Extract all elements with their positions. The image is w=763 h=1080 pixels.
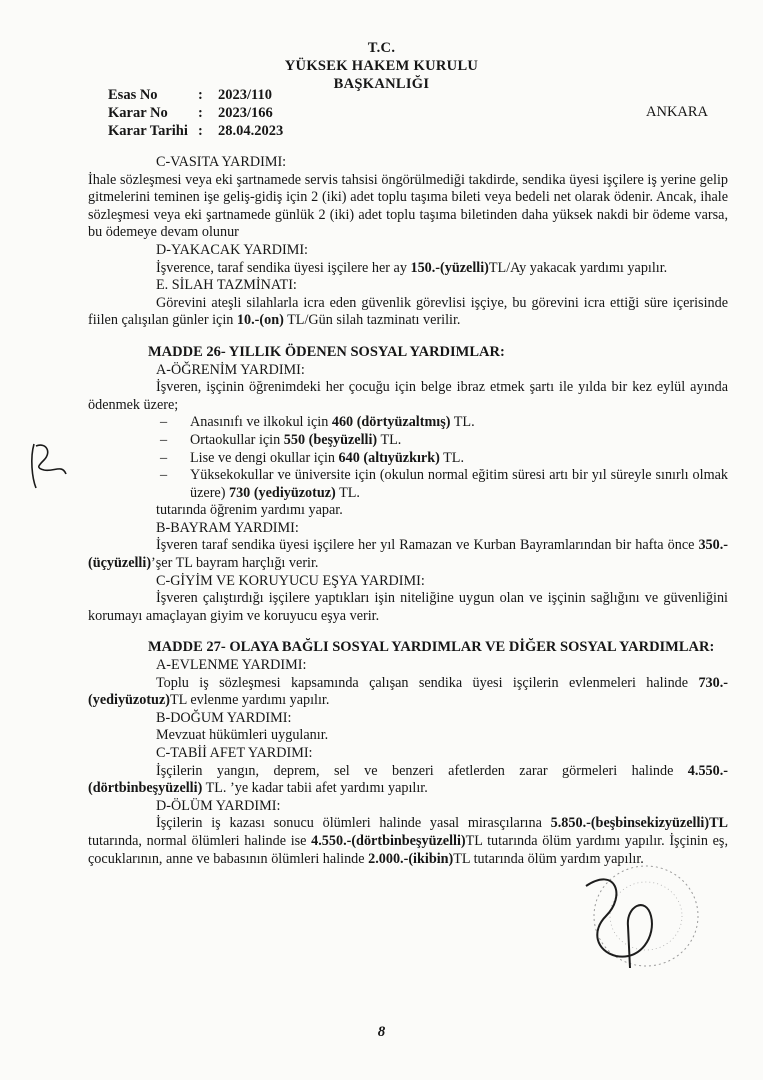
ogrenim-title: A-ÖĞRENİM YARDIMI: xyxy=(156,361,305,378)
amount: 10.-(on) xyxy=(236,312,284,329)
karar-row xyxy=(108,104,283,122)
text-part: İşveren taraf sendika üyesi işçilere her yıl Ramazan ve Kurban Bayramlarından bir hafta önce xyxy=(156,537,699,554)
colon: : xyxy=(198,105,203,121)
afet-title: C-TABİİ AFET YARDIMI: xyxy=(156,745,313,761)
amount: 4.550.-(dörtbinbeşyüzelli) xyxy=(88,762,728,797)
header-tc: T.C. xyxy=(367,40,396,56)
esas-value: 2023/110 xyxy=(218,87,272,103)
dogum-title: B-DOĞUM YARDIMI: xyxy=(156,709,292,726)
text-part: TL evlenme yardımı yapılır. xyxy=(169,692,330,709)
ogrenim-list xyxy=(88,414,728,502)
giyim-title: C-GİYİM VE KORUYUCU EŞYA YARDIMI: xyxy=(156,572,425,589)
amount: 730.-(yediyüzotuz) xyxy=(88,674,728,709)
amount: 640 (altıyüzkırk) xyxy=(338,449,440,466)
tarih-label: Karar Tarihi xyxy=(108,123,188,139)
list-item xyxy=(160,467,728,502)
karar-value: 2023/166 xyxy=(218,105,273,121)
text-part: Toplu iş sözleşmesi kapsamında çalışan sendika üyesi işçilerin evlenmeleri halinde xyxy=(156,674,699,691)
text-part: ’şer TL bayram harçlığı verir. xyxy=(151,555,319,572)
dash-icon: – xyxy=(160,431,168,448)
text-part: Yüksekokullar ve üniversite için (okulun normal eğitim süresi artı bir yıl süreyle sınırlı olmak üzere) xyxy=(190,467,728,501)
text-part: TL/Ay yakacak yardımı yapılır. xyxy=(488,259,668,276)
text-part: İşverence, taraf sendika üyesi işçilere her ay xyxy=(156,259,411,276)
dash-icon: – xyxy=(160,467,168,484)
margin-initial-signature-icon xyxy=(26,438,70,494)
dash-icon: – xyxy=(160,414,168,431)
evlenme-title: A-EVLENME YARDIMI: xyxy=(156,657,307,674)
silah-paragraph xyxy=(88,295,728,330)
silah-title: E. SİLAH TAZMİNATI: xyxy=(156,277,297,294)
vasita-title: C-VASITA YARDIMI: xyxy=(156,154,287,170)
text-part: İşçilerin yangın, deprem, sel ve benzeri afetlerden zarar görmeleri halinde xyxy=(156,762,688,779)
madde27-title: MADDE 27- OLAYA BAĞLI SOSYAL YARDIMLAR VE DİĞER SOSYAL YARDIMLAR: xyxy=(148,639,715,656)
tarih-row xyxy=(108,122,283,140)
amount: 2.000.-(ikibin) xyxy=(368,850,454,867)
text-part: Lise ve dengi okullar için xyxy=(190,449,339,466)
afet-paragraph xyxy=(88,763,728,798)
evlenme-paragraph xyxy=(88,675,728,710)
text-part: Anasınıfı ve ilkokul için xyxy=(190,414,332,431)
text-part: TL. ’ye kadar tabii afet yardımı yapılır. xyxy=(202,780,428,797)
ogrenim-end: tutarında öğrenim yardımı yapar. xyxy=(156,502,343,519)
colon: : xyxy=(198,123,203,139)
tarih-value: 28.04.2023 xyxy=(218,123,284,139)
amount: 5.850.-(beşbinsekizyüzelli)TL xyxy=(550,815,728,832)
page-number: 8 xyxy=(377,1024,386,1040)
text-part: TL/Gün silah tazminatı verilir. xyxy=(283,312,461,329)
text-part: İşçilerin iş kazası sonucu ölümleri halinde yasal mirasçılarına xyxy=(156,815,551,832)
text-part: TL. xyxy=(377,431,402,448)
case-meta xyxy=(108,86,283,140)
esas-row xyxy=(108,86,283,104)
colon: : xyxy=(198,87,203,103)
vasita-paragraph: İhale sözleşmesi veya eki şartnamede servis tahsisi öngörülmediği takdirde, sendika üyesi işçilere iş yerine gelip gitmelerini teminen işe geliş-gidiş için 2 (iki) adet toplu taşıma bileti veya bedeli net olarak ödenir. Ancak, ihale sözleşmesi veya eki şartnamede günlük 2 (iki) adet toplu taşıma biletinden daha yüksek nakdi bir ödeme varsa, bu ödemeye devam olunur xyxy=(88,171,728,241)
olum-title: D-ÖLÜM YARDIMI: xyxy=(156,797,281,814)
yakacak-title: D-YAKACAK YARDIMI: xyxy=(156,241,308,258)
amount: 460 (dörtyüzaltmış) xyxy=(331,414,451,431)
giyim-paragraph: İşveren çalıştırdığı işçilere yaptıkları işin niteliğine uygun olan ve işçinin sağlığını ve güvenliğini korumayı amaçlayan giyim ve koruyucu eşya verir. xyxy=(88,590,728,624)
esas-label: Esas No xyxy=(108,87,158,103)
ogrenim-paragraph: İşveren, işçinin öğrenimdeki her çocuğu için belge ibraz etmek şartı ile yılda bir kez eylül ayında ödenmek üzere; xyxy=(88,379,728,413)
yakacak-paragraph xyxy=(88,260,728,278)
text-part: TL tutarında ölüm yardımı yapılır. İşçinin eş, çocuklarının, anne ve babasının ölümleri halinde xyxy=(88,832,728,867)
madde26-title: MADDE 26- YILLIK ÖDENEN SOSYAL YARDIMLAR: xyxy=(148,343,505,360)
document-body xyxy=(88,154,728,868)
text-part: TL. xyxy=(450,414,475,431)
header-presidency: BAŞKANLIĞI xyxy=(333,76,430,92)
stamp-and-signature-icon xyxy=(556,856,706,976)
karar-label: Karar No xyxy=(108,105,168,121)
amount: 4.550.-(dörtbinbeşyüzelli) xyxy=(311,832,466,849)
amount: 550 (beşyüzelli) xyxy=(283,431,378,448)
bayram-paragraph xyxy=(88,537,728,572)
text-part: TL tutarında ölüm yardım yapılır. xyxy=(453,850,644,867)
header-institution: YÜKSEK HAKEM KURULU xyxy=(284,58,479,74)
bayram-title: B-BAYRAM YARDIMI: xyxy=(156,519,299,536)
dogum-paragraph: Mevzuat hükümleri uygulanır. xyxy=(156,727,329,744)
list-item xyxy=(160,414,728,432)
text-part: Görevini ateşli silahlarla icra eden güvenlik görevlisi işçiye, bu görevini icra ettiği süre içerisinde fiilen çalışılan günler için xyxy=(88,294,728,329)
amount: 350.-(üçyüzelli) xyxy=(88,537,728,572)
city: ANKARA xyxy=(646,104,709,120)
amount: 150.-(yüzelli) xyxy=(410,259,489,276)
list-item xyxy=(160,431,728,450)
text-part: TL. xyxy=(335,484,360,501)
text-part: Ortaokullar için xyxy=(190,431,284,448)
list-item xyxy=(160,449,728,468)
text-part: tutarında, normal ölümleri halinde ise xyxy=(88,832,312,849)
amount: 730 (yediyüzotuz) xyxy=(228,484,336,501)
text-part: TL. xyxy=(439,449,464,466)
dash-icon: – xyxy=(160,449,168,466)
